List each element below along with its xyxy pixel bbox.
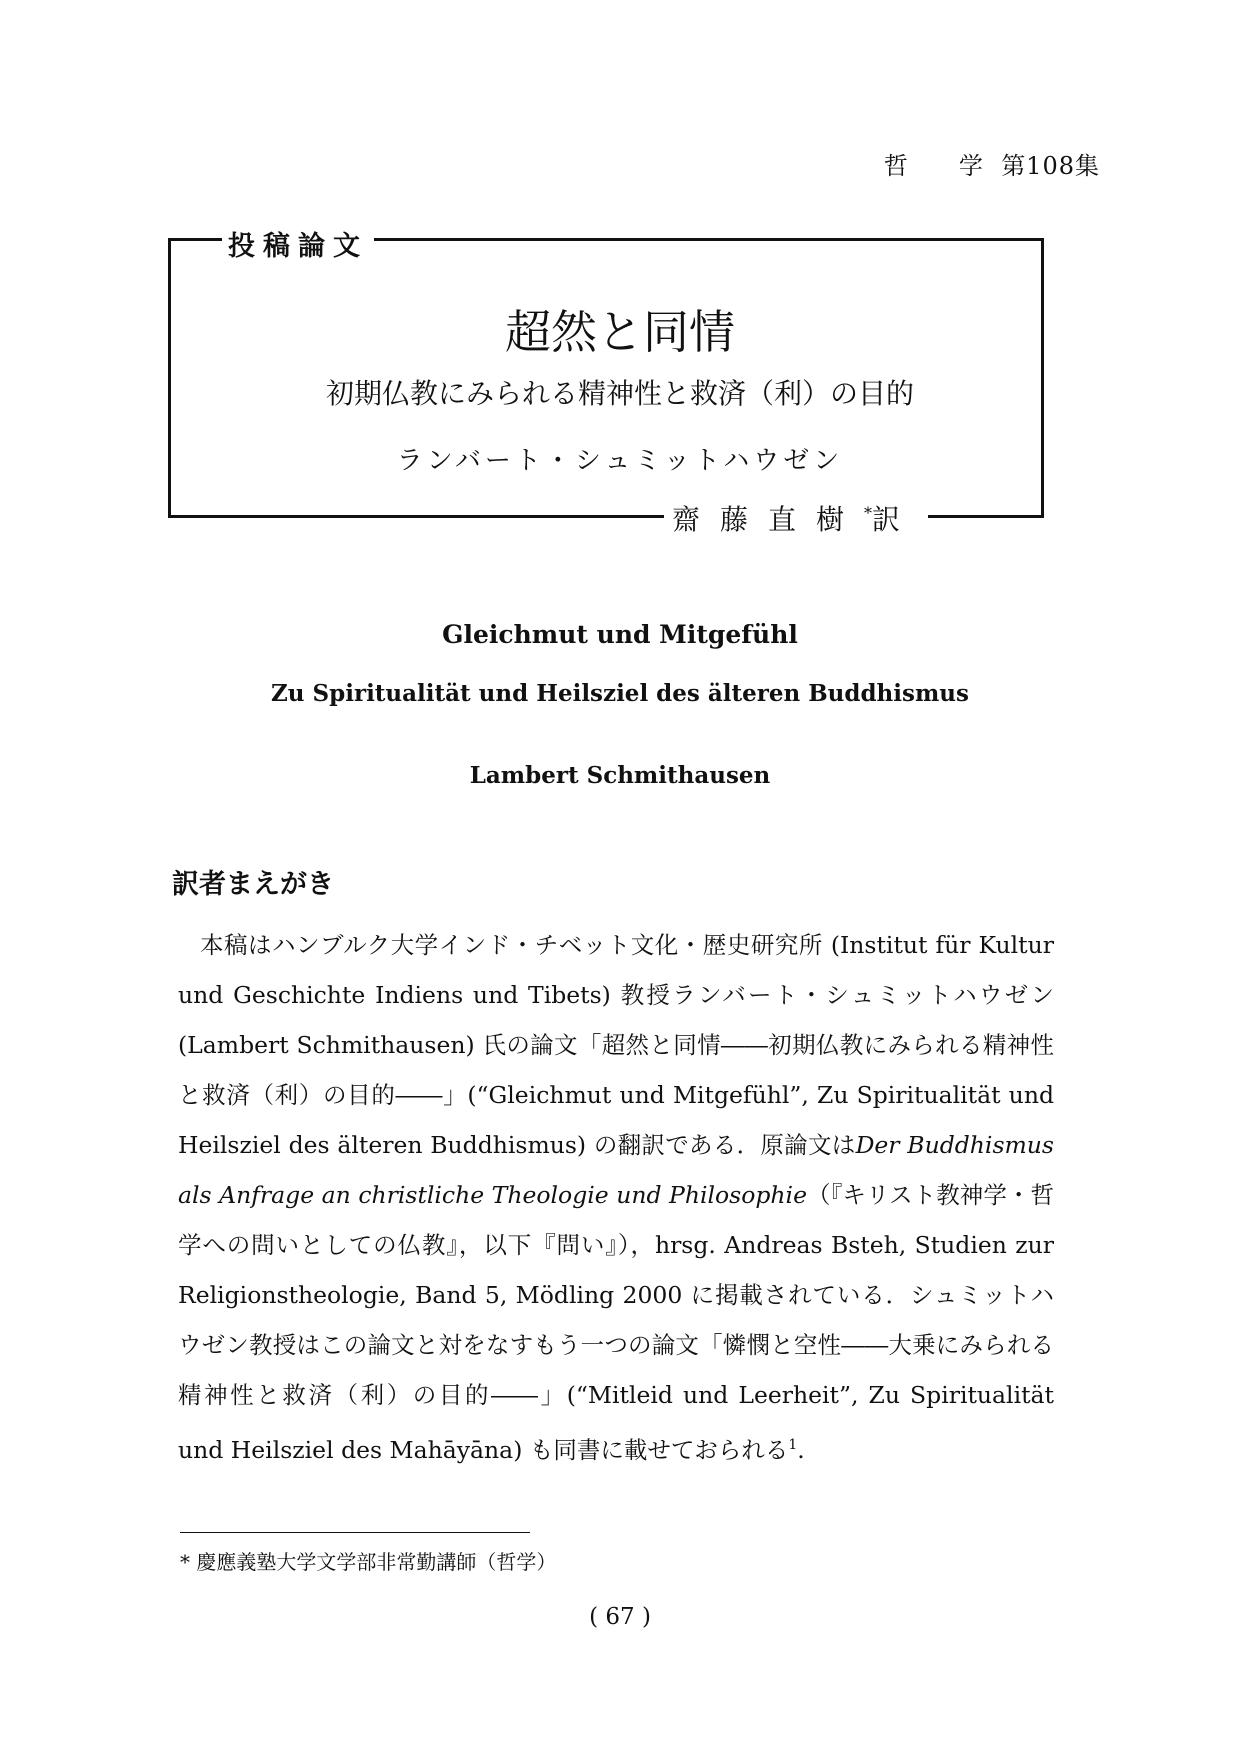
title-german: Gleichmut und Mitgefühl	[442, 620, 798, 649]
body-text-2: （『キリスト教神学・哲学への問いとしての仏教』，以下『問い』），hrsg. Andreas Bsteh, Studien zur Religionstheologie, Band 5, Mödling 2000 に掲載されている．シュミットハウゼン教授はこの論文と対をなすもう一つの論文「憐憫と空性――大乗にみられる精神性と救済（利）の目的――」(“Mitleid und Leerheit”, Zu Spiritualität und Heilsziel des Mahāyāna) も同書に載せておられる	[178, 1181, 1054, 1464]
footnote-reference: 1	[788, 1437, 798, 1453]
journal-name: 哲 学	[883, 152, 984, 180]
body-text-end: .	[797, 1435, 805, 1464]
volume-number: 第108集	[1001, 152, 1100, 180]
footnote	[180, 1546, 556, 1575]
subtitle-japanese: 初期仏教にみられる精神性と救済（利）の目的	[325, 377, 914, 410]
author-german: Lambert Schmithausen	[469, 762, 771, 789]
body-paragraph	[178, 920, 1054, 1475]
section-heading: 訳者まえがき	[172, 869, 334, 900]
book-title: Der Buddhismus als Anfrage an christliche Theologie und Philosophie	[178, 1131, 1054, 1209]
translator-role: 訳	[872, 503, 921, 536]
footnote-text: 慶應義塾大学文学部非常勤講師（哲学）	[196, 1550, 557, 1574]
footnote-divider	[180, 1532, 530, 1533]
translator-name: 齋藤直樹	[672, 503, 865, 536]
subtitle-german: Zu Spiritualität und Heilsziel des älteren Buddhismus	[271, 680, 969, 707]
running-header	[884, 146, 1100, 181]
translator	[664, 498, 928, 538]
page-number: ( 67 )	[589, 1604, 651, 1630]
translator-footnote-mark: *	[864, 503, 873, 523]
title-japanese: 超然と同情	[505, 305, 735, 359]
article-type-label: 投稿論文	[222, 224, 374, 263]
footnote-mark: *	[180, 1550, 190, 1574]
body-text-1: 本稿はハンブルク大学インド・チベット文化・歴史研究所 (Institut für Kultur und Geschichte Indiens und Tibets) 教授ランバート・シュミットハウゼン (Lambert Schmithausen) 氏の論文「超然と同情――初期仏教にみられる精神性と救済（利）の目的――」(“Gleichmut und Mitgefühl”, Zu Spiritualität und Heilsziel des älteren Buddhismus) の翻訳である．原論文は	[178, 931, 1054, 1159]
author-japanese: ランバート・シュミットハウゼン	[396, 446, 844, 476]
